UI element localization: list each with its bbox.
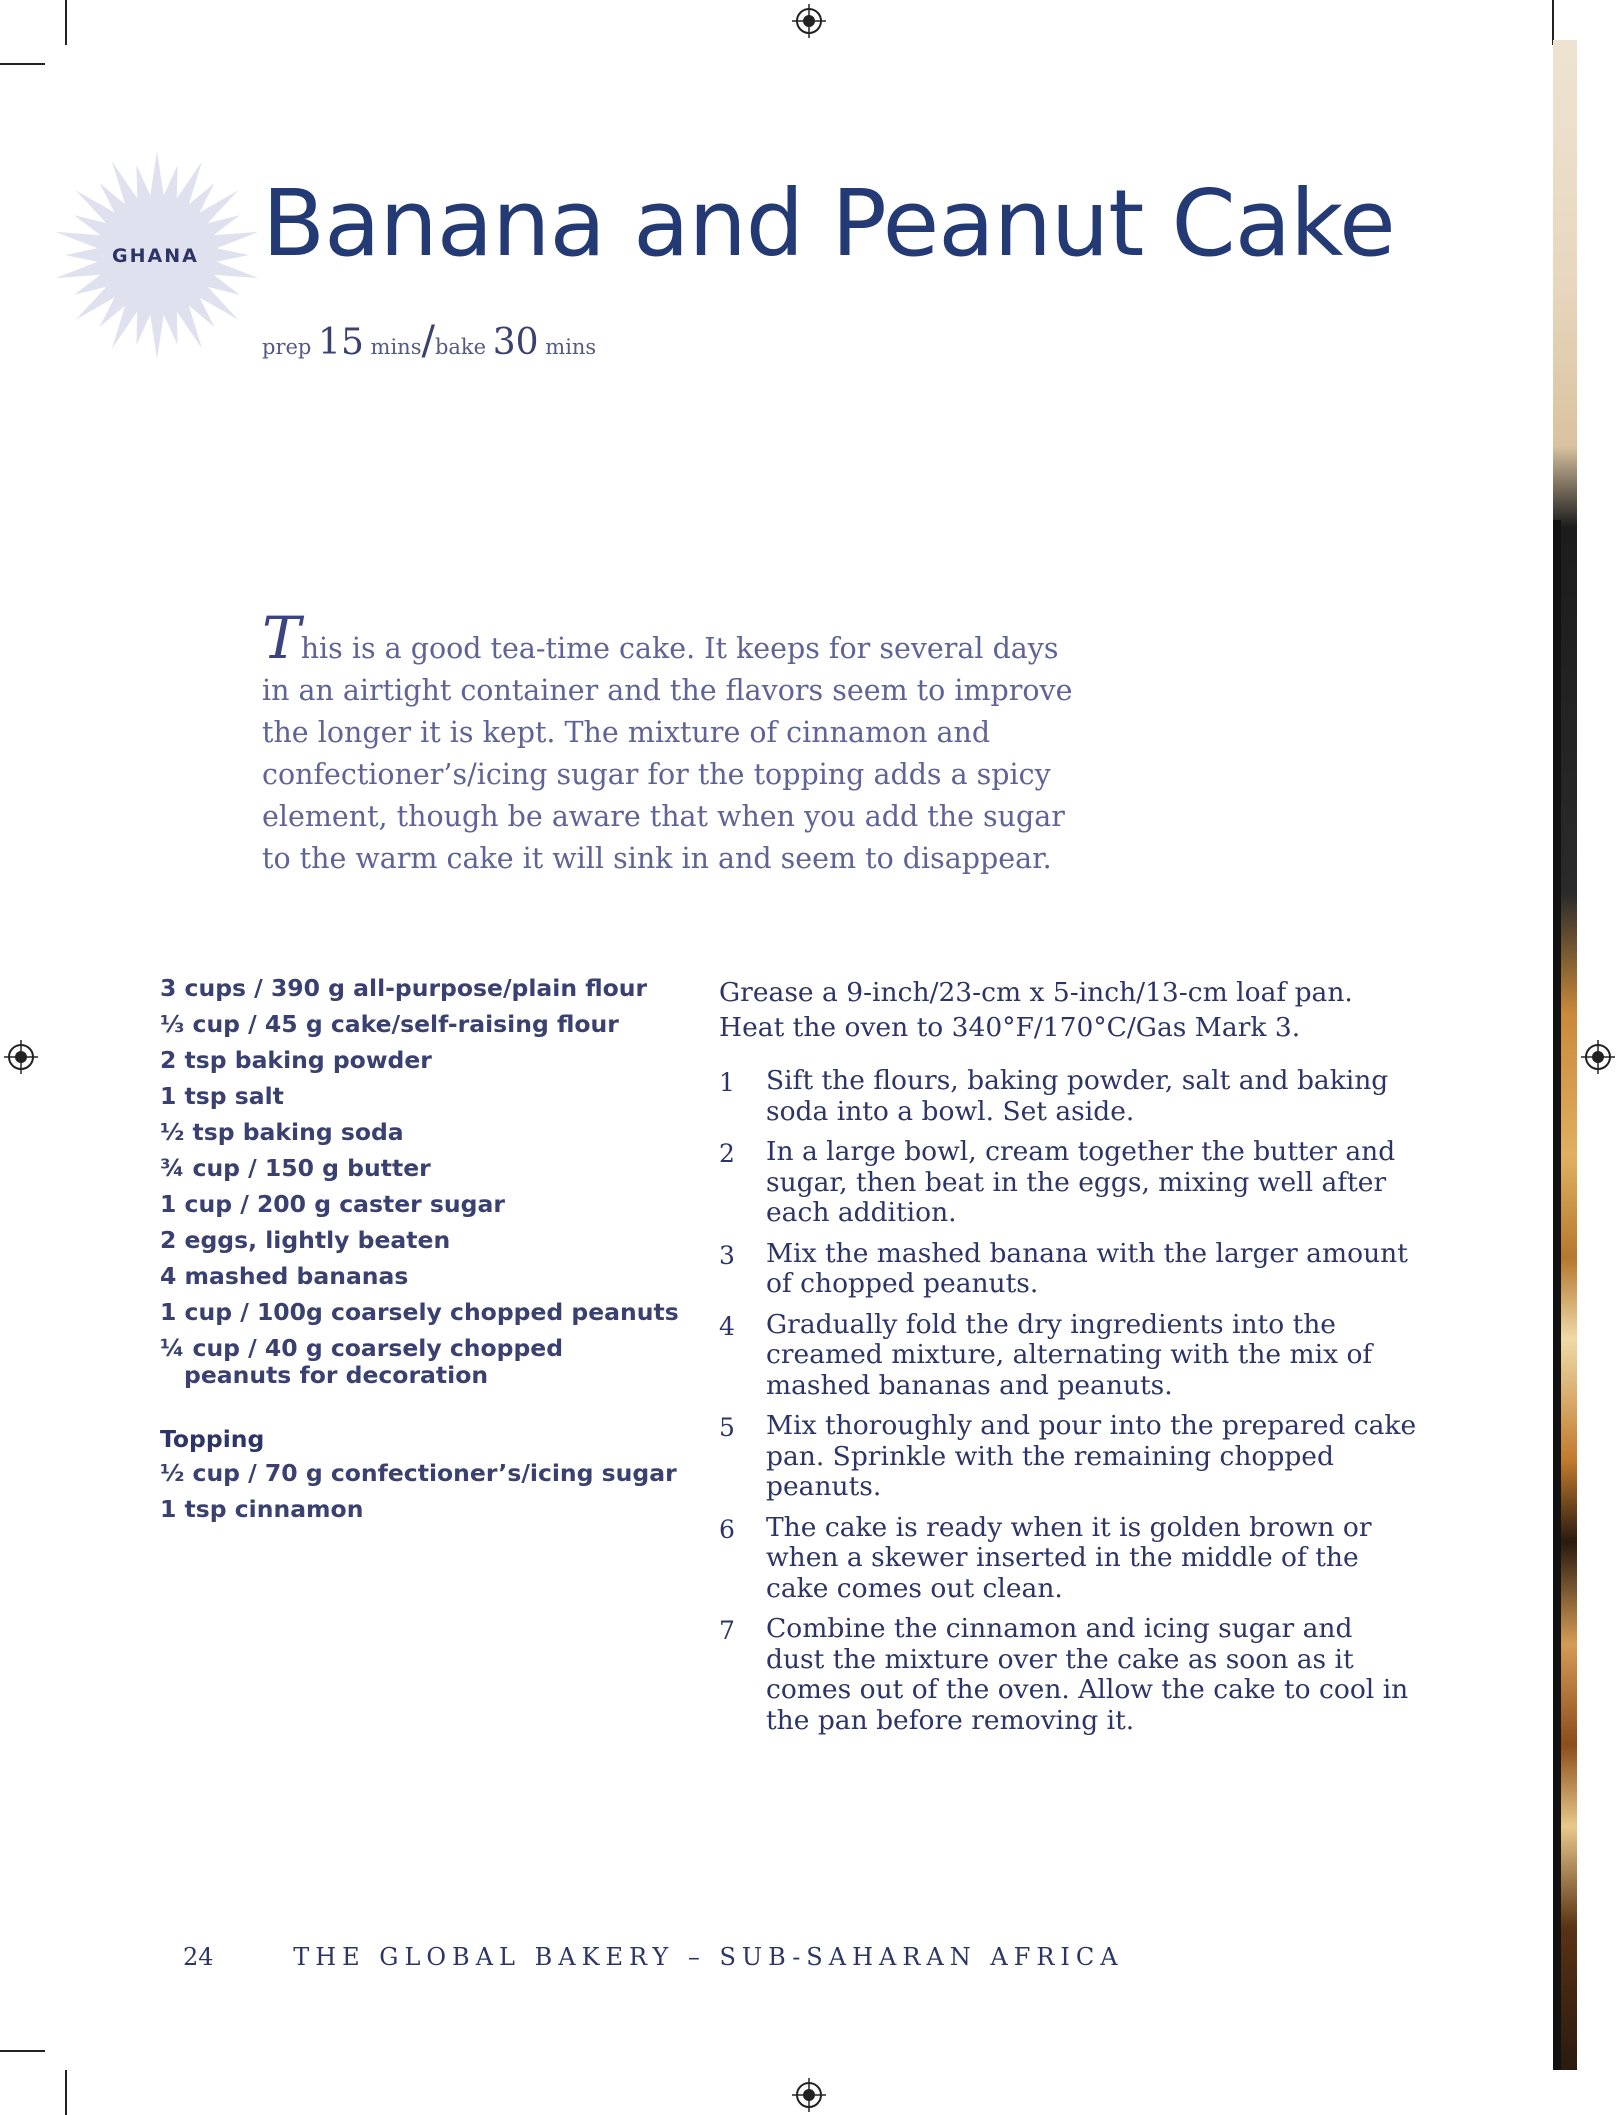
ingredient-item: 1 cup / 200 g caster sugar xyxy=(160,1190,505,1218)
method-step xyxy=(719,1239,1419,1300)
method-step xyxy=(719,1066,1419,1127)
ingredient-item: 1 cup / 100g coarsely chopped peanuts xyxy=(160,1298,679,1326)
ingredients-list xyxy=(160,974,679,1398)
step-number: 1 xyxy=(719,1068,735,1097)
running-title: THE GLOBAL BAKERY – SUB-SAHARAN AFRICA xyxy=(293,1943,1124,1971)
method-steps xyxy=(719,1066,1419,1746)
method-step xyxy=(719,1411,1419,1503)
topping-heading: Topping xyxy=(160,1425,265,1453)
step-number: 7 xyxy=(719,1616,735,1645)
bake-unit: mins xyxy=(545,335,597,359)
ingredient-item: ½ tsp baking soda xyxy=(160,1118,404,1146)
ingredient-item: 2 tsp baking powder xyxy=(160,1046,432,1074)
step-number: 5 xyxy=(719,1413,735,1442)
ingredient-item: 4 mashed bananas xyxy=(160,1262,409,1290)
timing-separator: / xyxy=(421,318,435,364)
intro-text: his is a good tea-time cake. It keeps for several days in an airtight container and the flavors seem to improve the longer it is kept. The mixture of cinnamon and confectioner’s/icing sugar for the topping adds a spicy element, though be aware that when you add the sugar to the warm cake it will sink in and seem to disappear. xyxy=(262,632,1073,875)
registration-mark-icon xyxy=(4,1040,38,1074)
step-number: 6 xyxy=(719,1514,735,1544)
crop-mark xyxy=(0,2050,45,2052)
ingredient-item: ⅓ cup / 45 g cake/self-raising flour xyxy=(160,1010,619,1038)
topping-item: ½ cup / 70 g confectioner’s/icing sugar xyxy=(160,1459,677,1487)
bake-label: bake xyxy=(434,335,487,359)
step-text: In a large bowl, cream together the butter and sugar, then beat in the eggs, mixing well after each addition. xyxy=(766,1136,1396,1228)
registration-mark-icon xyxy=(792,2078,826,2112)
method-step xyxy=(719,1513,1419,1605)
step-text: Combine the cinnamon and icing sugar and dust the mixture over the cake as soon as it comes out of the oven. Allow the cake to cool in the pan before removing it. xyxy=(766,1613,1409,1736)
prep-label: prep xyxy=(262,335,312,359)
crop-mark xyxy=(65,0,67,45)
page-number: 24 xyxy=(183,1943,214,1971)
recipe-title: Banana and Peanut Cake xyxy=(262,170,1395,277)
ingredient-item: ¾ cup / 150 g butter xyxy=(160,1154,431,1182)
registration-mark-icon xyxy=(792,4,826,38)
recipe-timing xyxy=(262,318,596,364)
prep-unit: mins xyxy=(370,335,422,359)
crop-mark xyxy=(1552,0,1554,45)
crop-mark xyxy=(0,63,45,65)
topping-item: 1 tsp cinnamon xyxy=(160,1495,364,1523)
intro-paragraph xyxy=(262,604,1092,880)
preparation-notes xyxy=(719,975,1419,1045)
page-footer xyxy=(183,1943,1124,1971)
photo-shadow xyxy=(1553,520,1561,2070)
ingredient-item: 1 tsp salt xyxy=(160,1082,284,1110)
method-step xyxy=(719,1137,1419,1229)
bake-value: 30 xyxy=(492,322,539,363)
crop-mark xyxy=(65,2070,67,2115)
step-text: Sift the flours, baking powder, salt and baking soda into a bowl. Set aside. xyxy=(766,1065,1389,1127)
step-text: The cake is ready when it is golden brown or when a skewer inserted in the middle of the cake comes out clean. xyxy=(766,1511,1372,1604)
ingredient-item: 3 cups / 390 g all-purpose/plain flour xyxy=(160,974,648,1002)
ingredient-item: ¼ cup / 40 g coarsely chopped peanuts for decoration xyxy=(160,1334,564,1389)
step-number: 2 xyxy=(719,1139,735,1168)
method-step xyxy=(719,1310,1419,1402)
prep-value: 15 xyxy=(318,322,364,363)
step-number: 3 xyxy=(719,1240,735,1270)
step-text: Gradually fold the dry ingredients into the creamed mixture, alternating with the mix of mashed bananas and peanuts. xyxy=(766,1308,1373,1401)
country-label: GHANA xyxy=(112,245,199,267)
topping-list xyxy=(160,1460,677,1532)
prep-note: Grease a 9-inch/23-cm x 5-inch/13-cm loaf pan. xyxy=(719,977,1353,1008)
registration-mark-icon xyxy=(1581,1040,1615,1074)
ingredient-item: 2 eggs, lightly beaten xyxy=(160,1226,451,1254)
step-text: Mix thoroughly and pour into the prepared cake pan. Sprinkle with the remaining chopped peanuts. xyxy=(766,1410,1417,1502)
drop-cap: T xyxy=(262,604,301,672)
step-text: Mix the mashed banana with the larger amount of chopped peanuts. xyxy=(766,1237,1408,1299)
step-number: 4 xyxy=(719,1311,735,1341)
prep-note: Heat the oven to 340°F/170°C/Gas Mark 3. xyxy=(719,1012,1301,1043)
method-step xyxy=(719,1614,1419,1736)
